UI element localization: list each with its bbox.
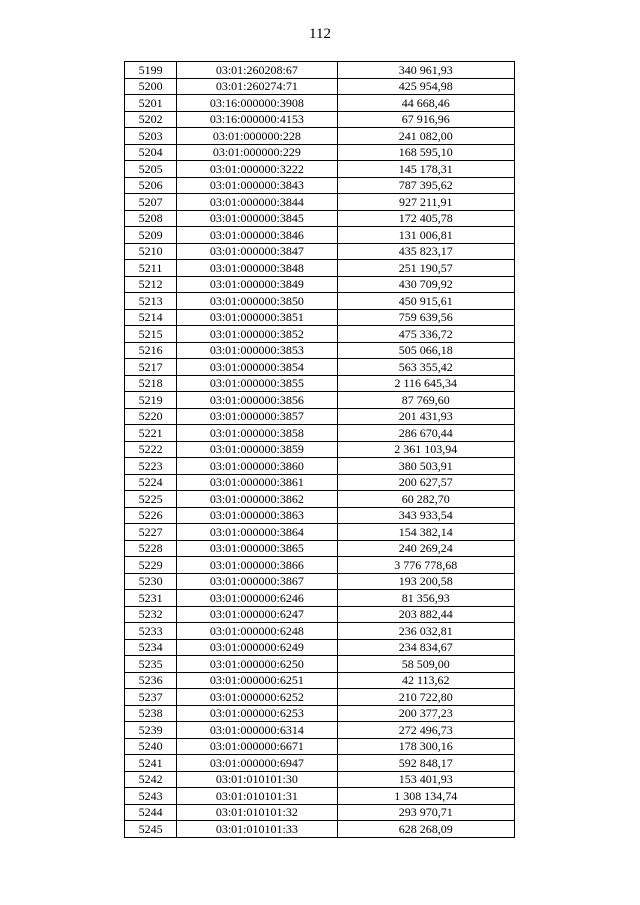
value-cell: 505 066,18 bbox=[337, 342, 514, 359]
row-number-cell: 5216 bbox=[125, 342, 177, 359]
value-cell: 1 308 134,74 bbox=[337, 788, 514, 805]
value-cell: 435 823,17 bbox=[337, 243, 514, 260]
table-row bbox=[125, 62, 515, 79]
table-row bbox=[125, 144, 515, 161]
value-cell: 380 503,91 bbox=[337, 458, 514, 475]
row-number-cell: 5210 bbox=[125, 243, 177, 260]
table-row bbox=[125, 606, 515, 623]
row-number-cell: 5230 bbox=[125, 573, 177, 590]
table-row bbox=[125, 260, 515, 277]
table-row bbox=[125, 359, 515, 376]
value-cell: 210 722,80 bbox=[337, 689, 514, 706]
row-number-cell: 5213 bbox=[125, 293, 177, 310]
table-row bbox=[125, 111, 515, 128]
table-row bbox=[125, 293, 515, 310]
row-number-cell: 5231 bbox=[125, 590, 177, 607]
value-cell: 201 431,93 bbox=[337, 408, 514, 425]
table-row bbox=[125, 227, 515, 244]
table-row bbox=[125, 128, 515, 145]
cadastral-number-cell: 03:01:000000:3844 bbox=[177, 194, 337, 211]
table-row bbox=[125, 672, 515, 689]
value-cell: 60 282,70 bbox=[337, 491, 514, 508]
cadastral-number-cell: 03:01:010101:30 bbox=[177, 771, 337, 788]
value-cell: 272 496,73 bbox=[337, 722, 514, 739]
cadastral-number-cell: 03:01:000000:3848 bbox=[177, 260, 337, 277]
table-row bbox=[125, 375, 515, 392]
value-cell: 450 915,61 bbox=[337, 293, 514, 310]
row-number-cell: 5227 bbox=[125, 524, 177, 541]
row-number-cell: 5224 bbox=[125, 474, 177, 491]
table-row bbox=[125, 788, 515, 805]
value-cell: 200 627,57 bbox=[337, 474, 514, 491]
table-row bbox=[125, 689, 515, 706]
row-number-cell: 5200 bbox=[125, 78, 177, 95]
cadastral-number-cell: 03:01:000000:3866 bbox=[177, 557, 337, 574]
value-cell: 343 933,54 bbox=[337, 507, 514, 524]
row-number-cell: 5232 bbox=[125, 606, 177, 623]
row-number-cell: 5243 bbox=[125, 788, 177, 805]
cadastral-number-cell: 03:01:000000:3845 bbox=[177, 210, 337, 227]
table-row bbox=[125, 342, 515, 359]
value-cell: 563 355,42 bbox=[337, 359, 514, 376]
table-row bbox=[125, 623, 515, 640]
cadastral-number-cell: 03:01:000000:229 bbox=[177, 144, 337, 161]
value-cell: 178 300,16 bbox=[337, 738, 514, 755]
cadastral-number-cell: 03:01:000000:6314 bbox=[177, 722, 337, 739]
cadastral-number-cell: 03:01:000000:3859 bbox=[177, 441, 337, 458]
value-cell: 193 200,58 bbox=[337, 573, 514, 590]
cadastral-number-cell: 03:01:000000:3862 bbox=[177, 491, 337, 508]
cadastral-number-cell: 03:01:000000:3846 bbox=[177, 227, 337, 244]
table-row bbox=[125, 540, 515, 557]
value-cell: 145 178,31 bbox=[337, 161, 514, 178]
row-number-cell: 5225 bbox=[125, 491, 177, 508]
value-cell: 3 776 778,68 bbox=[337, 557, 514, 574]
value-cell: 44 668,46 bbox=[337, 95, 514, 112]
value-cell: 425 954,98 bbox=[337, 78, 514, 95]
cadastral-number-cell: 03:01:000000:6246 bbox=[177, 590, 337, 607]
cadastral-number-cell: 03:01:000000:3858 bbox=[177, 425, 337, 442]
value-cell: 236 032,81 bbox=[337, 623, 514, 640]
table-row bbox=[125, 194, 515, 211]
data-table bbox=[124, 61, 515, 838]
cadastral-number-cell: 03:01:000000:3843 bbox=[177, 177, 337, 194]
table-row bbox=[125, 276, 515, 293]
value-cell: 251 190,57 bbox=[337, 260, 514, 277]
value-cell: 81 356,93 bbox=[337, 590, 514, 607]
row-number-cell: 5209 bbox=[125, 227, 177, 244]
row-number-cell: 5236 bbox=[125, 672, 177, 689]
row-number-cell: 5205 bbox=[125, 161, 177, 178]
cadastral-number-cell: 03:01:000000:3850 bbox=[177, 293, 337, 310]
row-number-cell: 5203 bbox=[125, 128, 177, 145]
value-cell: 200 377,23 bbox=[337, 705, 514, 722]
value-cell: 168 595,10 bbox=[337, 144, 514, 161]
row-number-cell: 5233 bbox=[125, 623, 177, 640]
row-number-cell: 5223 bbox=[125, 458, 177, 475]
value-cell: 42 113,62 bbox=[337, 672, 514, 689]
value-cell: 240 269,24 bbox=[337, 540, 514, 557]
row-number-cell: 5217 bbox=[125, 359, 177, 376]
table-row bbox=[125, 590, 515, 607]
cadastral-number-cell: 03:01:000000:3855 bbox=[177, 375, 337, 392]
cadastral-number-cell: 03:01:000000:3865 bbox=[177, 540, 337, 557]
row-number-cell: 5240 bbox=[125, 738, 177, 755]
table-row bbox=[125, 755, 515, 772]
cadastral-number-cell: 03:01:000000:3849 bbox=[177, 276, 337, 293]
row-number-cell: 5234 bbox=[125, 639, 177, 656]
cadastral-number-cell: 03:01:000000:3860 bbox=[177, 458, 337, 475]
row-number-cell: 5208 bbox=[125, 210, 177, 227]
row-number-cell: 5211 bbox=[125, 260, 177, 277]
cadastral-number-cell: 03:01:260208:67 bbox=[177, 62, 337, 79]
value-cell: 787 395,62 bbox=[337, 177, 514, 194]
row-number-cell: 5226 bbox=[125, 507, 177, 524]
value-cell: 340 961,93 bbox=[337, 62, 514, 79]
table-row bbox=[125, 392, 515, 409]
value-cell: 293 970,71 bbox=[337, 804, 514, 821]
row-number-cell: 5218 bbox=[125, 375, 177, 392]
table-row bbox=[125, 161, 515, 178]
row-number-cell: 5242 bbox=[125, 771, 177, 788]
cadastral-number-cell: 03:01:000000:3861 bbox=[177, 474, 337, 491]
table-row bbox=[125, 524, 515, 541]
cadastral-number-cell: 03:01:000000:3864 bbox=[177, 524, 337, 541]
value-cell: 87 769,60 bbox=[337, 392, 514, 409]
cadastral-number-cell: 03:01:260274:71 bbox=[177, 78, 337, 95]
value-cell: 241 082,00 bbox=[337, 128, 514, 145]
row-number-cell: 5207 bbox=[125, 194, 177, 211]
value-cell: 172 405,78 bbox=[337, 210, 514, 227]
row-number-cell: 5219 bbox=[125, 392, 177, 409]
table-row bbox=[125, 458, 515, 475]
row-number-cell: 5214 bbox=[125, 309, 177, 326]
table-row bbox=[125, 507, 515, 524]
row-number-cell: 5199 bbox=[125, 62, 177, 79]
value-cell: 234 834,67 bbox=[337, 639, 514, 656]
table-row bbox=[125, 425, 515, 442]
table-row bbox=[125, 210, 515, 227]
row-number-cell: 5222 bbox=[125, 441, 177, 458]
table-row bbox=[125, 573, 515, 590]
cadastral-number-cell: 03:01:000000:6247 bbox=[177, 606, 337, 623]
cadastral-number-cell: 03:01:000000:3222 bbox=[177, 161, 337, 178]
value-cell: 58 509,00 bbox=[337, 656, 514, 673]
cadastral-number-cell: 03:01:000000:3847 bbox=[177, 243, 337, 260]
value-cell: 286 670,44 bbox=[337, 425, 514, 442]
row-number-cell: 5215 bbox=[125, 326, 177, 343]
table-row bbox=[125, 557, 515, 574]
row-number-cell: 5238 bbox=[125, 705, 177, 722]
table-row bbox=[125, 78, 515, 95]
value-cell: 154 382,14 bbox=[337, 524, 514, 541]
row-number-cell: 5241 bbox=[125, 755, 177, 772]
cadastral-number-cell: 03:01:000000:3857 bbox=[177, 408, 337, 425]
table-row bbox=[125, 639, 515, 656]
row-number-cell: 5235 bbox=[125, 656, 177, 673]
value-cell: 430 709,92 bbox=[337, 276, 514, 293]
value-cell: 927 211,91 bbox=[337, 194, 514, 211]
cadastral-number-cell: 03:01:000000:3867 bbox=[177, 573, 337, 590]
row-number-cell: 5221 bbox=[125, 425, 177, 442]
cadastral-number-cell: 03:01:000000:3856 bbox=[177, 392, 337, 409]
cadastral-number-cell: 03:01:010101:31 bbox=[177, 788, 337, 805]
row-number-cell: 5229 bbox=[125, 557, 177, 574]
value-cell: 592 848,17 bbox=[337, 755, 514, 772]
row-number-cell: 5244 bbox=[125, 804, 177, 821]
row-number-cell: 5212 bbox=[125, 276, 177, 293]
value-cell: 759 639,56 bbox=[337, 309, 514, 326]
cadastral-number-cell: 03:01:000000:3852 bbox=[177, 326, 337, 343]
cadastral-number-cell: 03:01:000000:3853 bbox=[177, 342, 337, 359]
page-number: 112 bbox=[309, 26, 331, 42]
cadastral-number-cell: 03:01:010101:33 bbox=[177, 821, 337, 838]
value-cell: 475 336,72 bbox=[337, 326, 514, 343]
table-row bbox=[125, 326, 515, 343]
cadastral-number-cell: 03:01:000000:6248 bbox=[177, 623, 337, 640]
cadastral-number-cell: 03:01:000000:228 bbox=[177, 128, 337, 145]
value-cell: 67 916,96 bbox=[337, 111, 514, 128]
cadastral-number-cell: 03:01:000000:6947 bbox=[177, 755, 337, 772]
row-number-cell: 5237 bbox=[125, 689, 177, 706]
value-cell: 153 401,93 bbox=[337, 771, 514, 788]
value-cell: 203 882,44 bbox=[337, 606, 514, 623]
cadastral-number-cell: 03:01:000000:6249 bbox=[177, 639, 337, 656]
table-row bbox=[125, 804, 515, 821]
table-row bbox=[125, 177, 515, 194]
cadastral-number-cell: 03:01:000000:6253 bbox=[177, 705, 337, 722]
row-number-cell: 5239 bbox=[125, 722, 177, 739]
cadastral-number-cell: 03:01:000000:6251 bbox=[177, 672, 337, 689]
cadastral-number-cell: 03:01:000000:6252 bbox=[177, 689, 337, 706]
row-number-cell: 5206 bbox=[125, 177, 177, 194]
table-row bbox=[125, 738, 515, 755]
cadastral-number-cell: 03:01:000000:3854 bbox=[177, 359, 337, 376]
cadastral-number-cell: 03:01:000000:3863 bbox=[177, 507, 337, 524]
value-cell: 131 006,81 bbox=[337, 227, 514, 244]
row-number-cell: 5204 bbox=[125, 144, 177, 161]
row-number-cell: 5245 bbox=[125, 821, 177, 838]
cadastral-number-cell: 03:16:000000:3908 bbox=[177, 95, 337, 112]
table-row bbox=[125, 656, 515, 673]
table-row bbox=[125, 309, 515, 326]
table-body bbox=[125, 62, 515, 838]
row-number-cell: 5202 bbox=[125, 111, 177, 128]
table-row bbox=[125, 771, 515, 788]
row-number-cell: 5228 bbox=[125, 540, 177, 557]
table-row bbox=[125, 722, 515, 739]
table-row bbox=[125, 474, 515, 491]
value-cell: 628 268,09 bbox=[337, 821, 514, 838]
row-number-cell: 5220 bbox=[125, 408, 177, 425]
cadastral-number-cell: 03:01:000000:6671 bbox=[177, 738, 337, 755]
cadastral-number-cell: 03:16:000000:4153 bbox=[177, 111, 337, 128]
table-row bbox=[125, 491, 515, 508]
table-row bbox=[125, 441, 515, 458]
cadastral-number-cell: 03:01:000000:6250 bbox=[177, 656, 337, 673]
value-cell: 2 116 645,34 bbox=[337, 375, 514, 392]
cadastral-number-cell: 03:01:010101:32 bbox=[177, 804, 337, 821]
table-row bbox=[125, 705, 515, 722]
table-row bbox=[125, 821, 515, 838]
table-row bbox=[125, 408, 515, 425]
table-row bbox=[125, 95, 515, 112]
value-cell: 2 361 103,94 bbox=[337, 441, 514, 458]
table-row bbox=[125, 243, 515, 260]
row-number-cell: 5201 bbox=[125, 95, 177, 112]
cadastral-number-cell: 03:01:000000:3851 bbox=[177, 309, 337, 326]
